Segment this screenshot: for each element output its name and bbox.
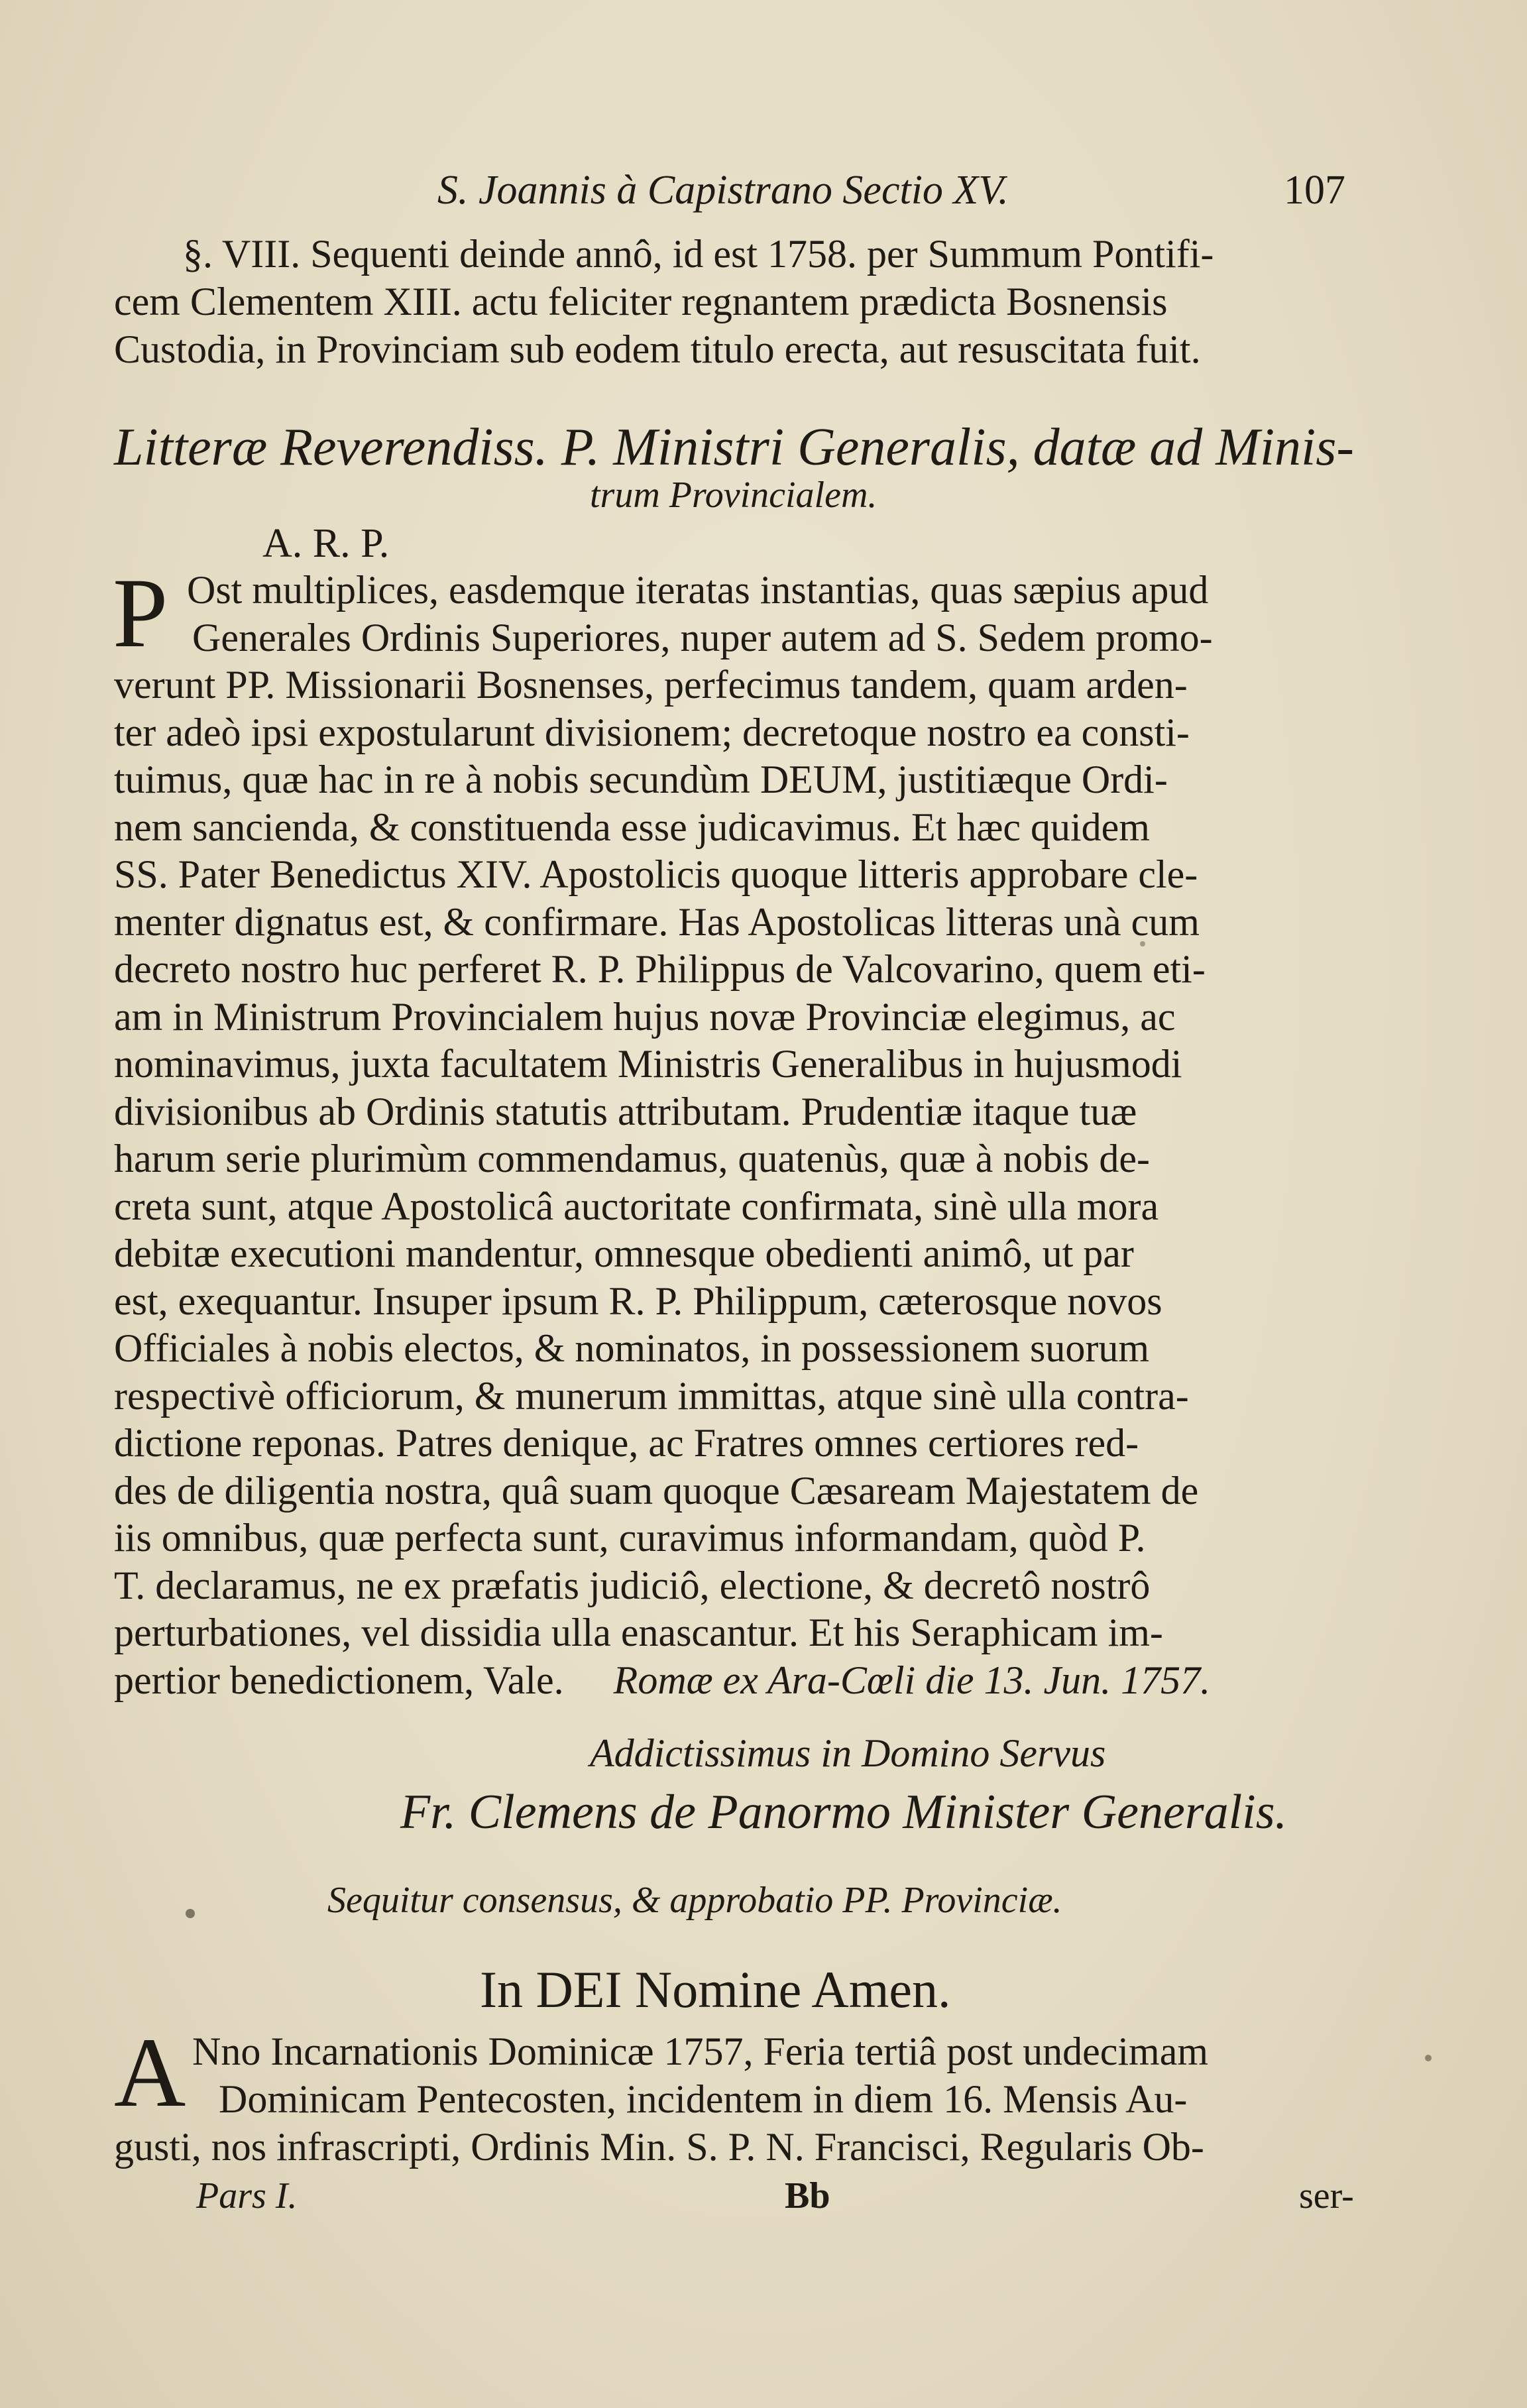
section-viii-line: §. VIII. Sequenti deinde annô, id est 1758. per Summum Pontifi- [183,232,1214,276]
letter-line: des de diligentia nostra, quâ suam quoque Cæsaream Majestatem de [114,1468,1199,1513]
letter-line: ter adeò ipsi expostularunt divisionem; decretoque nostro ea consti- [114,710,1190,754]
letter-line: T. declaramus, ne ex præfatis judiciô, electione, & decretô nostrô [114,1563,1151,1607]
letter-line: Ost multiplices, easdemque iteratas instantias, quas sæpius apud [187,568,1209,612]
letter-line: tuimus, quæ hac in re à nobis secundùm DEUM, justitiæque Ordi- [114,758,1168,801]
letter-heading-cont: trum Provincialem. [590,475,877,516]
running-head [437,167,1345,220]
signature-mark: Bb [785,2175,830,2216]
signature-name: Fr. Clemens de Panormo Minister Generalis. [400,1785,1288,1839]
drop-cap: P [113,558,168,668]
letter-line: respectivè officiorum, & munerum immittas, atque sinè ulla contra- [114,1373,1189,1418]
letter-line: Generales Ordinis Superiores, nuper autem ad S. Sedem promo- [192,615,1213,659]
letter-line: dictione reponas. Patres denique, ac Fratres omnes certiores red- [114,1421,1139,1465]
letter-line: iis omnibus, quæ perfecta sunt, curavimus informandam, quòd P. [114,1516,1146,1560]
in-dei-heading: In DEI Nomine Amen. [480,1961,951,2018]
section-viii-line: Custodia, in Provinciam sub eodem titulo erecta, aut resuscitata fuit. [114,327,1201,371]
salutation: A. R. P. [262,521,390,566]
anno-line: Nno Incarnationis Dominicæ 1757, Feria tertiâ post undecimam [192,2030,1208,2073]
letter-line: nominavimus, juxta facultatem Ministris Generalibus in hujusmodi [114,1042,1182,1086]
running-title: S. Joannis à Capistrano Sectio XV. [437,168,1009,213]
letter-line: est, exequantur. Insuper ipsum R. P. Philippum, cæterosque novos [114,1279,1162,1323]
letter-date-place: Romæ ex Ara-Cœli die 13. Jun. 1757. [613,1658,1211,1702]
letter-line: debitæ executioni mandentur, omnesque obedienti animô, ut par [114,1232,1134,1275]
letter-line: am in Ministrum Provincialem hujus novæ Provinciæ elegimus, ac [114,994,1176,1039]
letter-line: Officiales à nobis electos, & nominatos, in possessionem suorum [114,1326,1150,1370]
footer-part: Pars I. [196,2175,298,2216]
letter-line: harum serie plurimùm commendamus, quatenùs, quæ à nobis de- [114,1137,1151,1180]
letter-heading: Litteræ Reverendiss. P. Ministri Generalis, datæ ad Minis- [114,418,1355,477]
letter-line: divisionibus ab Ordinis statutis attributam. Prudentiæ itaque tuæ [114,1089,1137,1133]
anno-line: Dominicam Pentecosten, incidentem in diem 16. Mensis Au- [219,2077,1188,2121]
page-number: 107 [1284,168,1345,213]
signature-closing: Addictissimus in Domino Servus [590,1731,1106,1775]
anno-line: gusti, nos infrascripti, Ordinis Min. S. P. N. Francisci, Regularis Ob- [114,2125,1204,2169]
letter-line: menter dignatus est, & confirmare. Has Apostolicas litteras unà cum [114,899,1200,944]
ink-speck [1425,2055,1432,2061]
sequitur-line: Sequitur consensus, & approbatio PP. Provinciæ. [327,1880,1062,1921]
catchword: ser- [1299,2175,1354,2216]
letter-line: perturbationes, vel dissidia ulla enascantur. Et his Seraphicam im- [114,1611,1163,1654]
letter-vale: pertior benedictionem, Vale. [114,1658,564,1702]
letter-closing-line [114,1657,1210,1703]
letter-line: SS. Pater Benedictus XIV. Apostolicis quoque litteris approbare cle- [114,852,1198,896]
ink-speck [186,1909,195,1918]
drop-cap-a: A [114,2018,186,2128]
letter-line: verunt PP. Missionarii Bosnenses, perfecimus tandem, quam arden- [114,663,1188,707]
letter-line: creta sunt, atque Apostolicâ auctoritate confirmata, sinè ulla mora [114,1184,1159,1228]
letter-line: nem sancienda, & constituenda esse judicavimus. Et hæc quidem [114,805,1150,849]
section-viii-line: cem Clementem XIII. actu feliciter regnantem prædicta Bosnensis [114,280,1168,323]
letter-line: decreto nostro huc perferet R. P. Philippus de Valcovarino, quem eti- [114,947,1206,991]
